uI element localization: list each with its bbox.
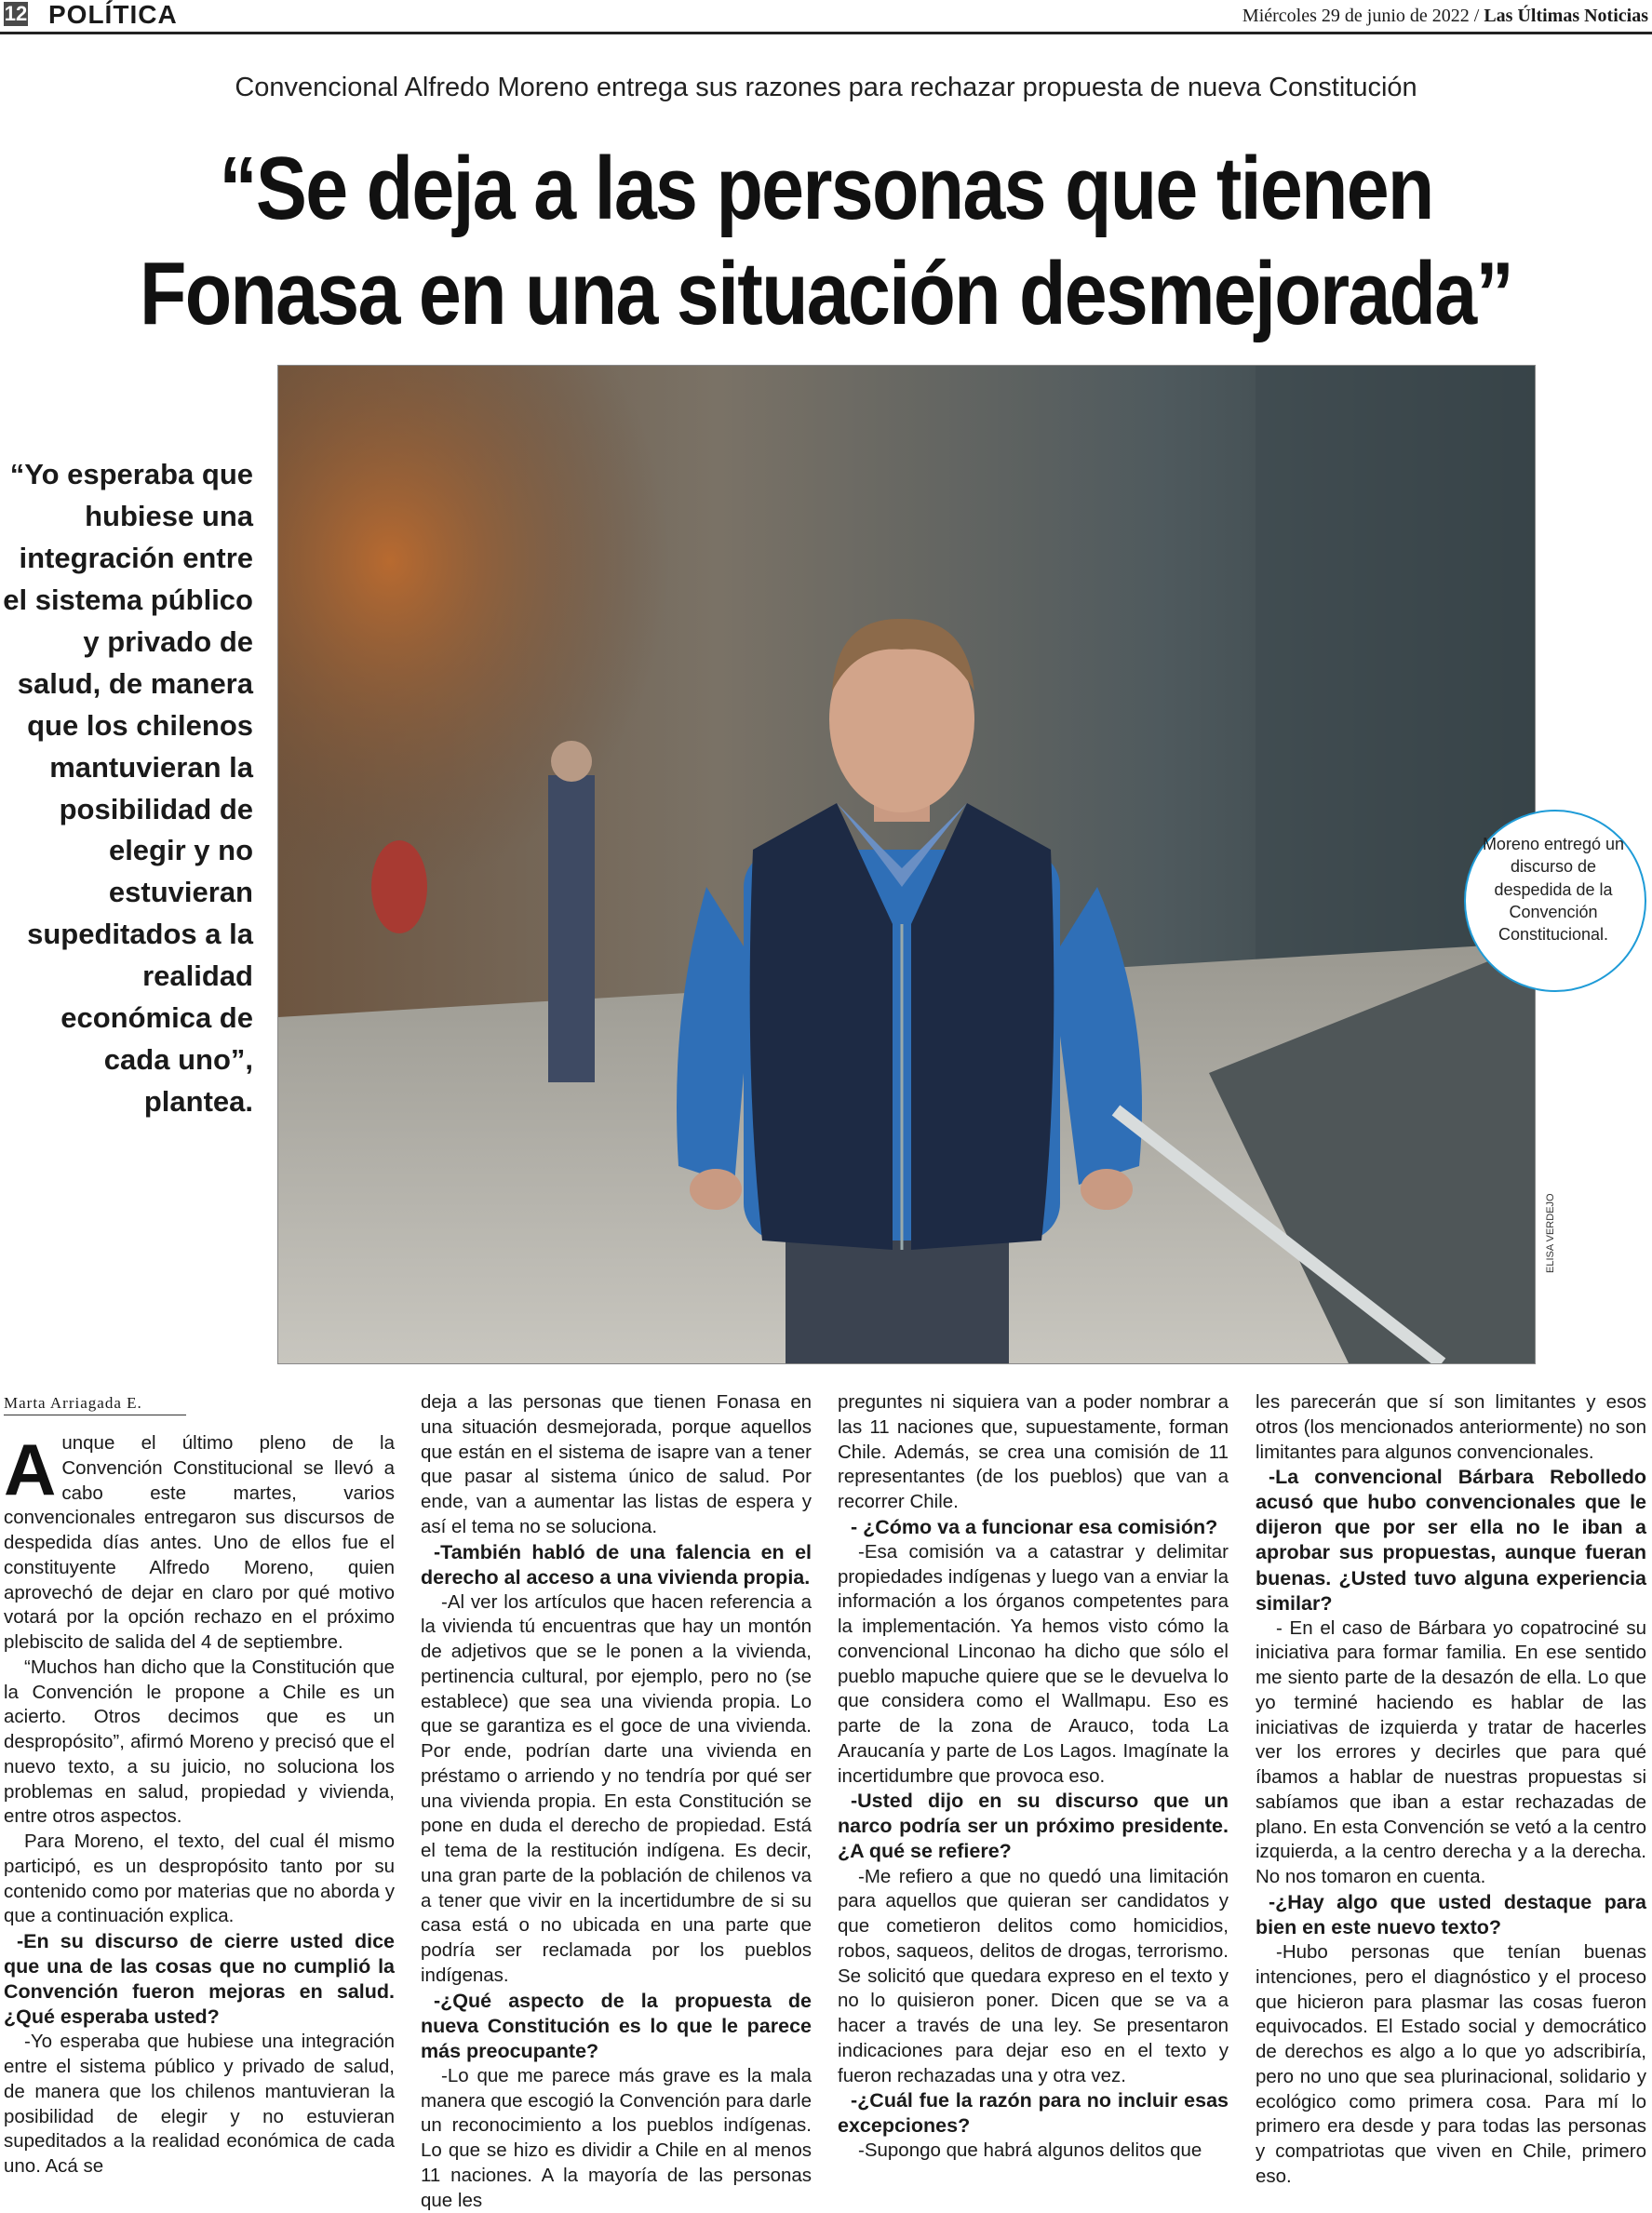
interview-question: - ¿Cómo va a funcionar esa comisión? <box>851 1515 1218 1538</box>
article-paragraph: preguntes ni siquiera van a poder nombrar a las 11 naciones que, supuestamente, forman Chile. Además, se crea una comisión de 11 representantes (de los pueblos) que van a recorrer Chile. <box>838 1391 1229 1512</box>
dateline <box>1242 6 1648 27</box>
portrait-illustration <box>278 366 1535 1363</box>
interview-question: -En su discurso de cierre usted dice que una de las cosas que no cumplió la Convención fueron mejoras en salud. ¿Qué esperaba usted? <box>4 1930 395 2029</box>
pull-quote: “Yo esperaba que hubiese una integración entre el sistema público y privado de salud, de manera que los chilenos mantuvieran la posibilidad de elegir y no estuvieran supeditados a la realidad económica de cada uno”, plantea. <box>3 458 253 1119</box>
article-paragraph: -Supongo que habrá algunos delitos que <box>858 2139 1202 2162</box>
interview-question: -¿Hay algo que usted destaque para bien en este nuevo texto? <box>1256 1890 1646 1939</box>
article-column-2 <box>421 1390 812 2213</box>
article-paragraph: -Yo esperaba que hubiese una integración entre el sistema público y privado de salud, de manera que los chilenos mantuvieran la posibilidad de elegir y no estuvieran supeditados a la realidad económica de cada uno. Acá se <box>4 2031 395 2178</box>
article-paragraph: - En el caso de Bárbara yo copatrociné su iniciativa para formar familia. En ese sentido me siento parte de la desazón de ella. Lo que yo terminé haciendo es hablar de las iniciativas de izquierda y tratar de hacerles ver los errores y decirles que para qué íbamos a hablar de nuestras propuestas si sabíamos que iban a estar rechazadas de plano. En esta Convención se vetó a la centro izquierda, a la centro derecha y a la derecha. No nos tomaron en cuenta. <box>1256 1616 1646 1888</box>
article-column-1 <box>4 1428 395 2179</box>
article-paragraph: “Muchos han dicho que la Constitución que la Convención le propone a Chile es un acierto. Otros decimos que es un despropósito”, afirmó Moreno y precisó que el nuevo texto, a su juicio, no soluciona los problemas en salud, propiedad y vivienda, entre otros aspectos. <box>4 1656 395 1828</box>
article-paragraph: -Al ver los artículos que hacen referencia a la vivienda tú encuentras que hay un montón de adjetivos que se le ponen a la vivienda, pertinencia cultural, por ejemplo, pero no (se establece) que sea una vivienda propia. Lo que se garantiza es el goce de una vivienda. Por ende, podrían darte una vivienda en préstamo o arriendo y no tendría por qué ser una vivienda propia. En esta Constitución se pone en duda el derecho de propiedad. Está el tema de la restitución indígena. Es decir, una gran parte de la población de chilenos va a tener que vivir en la incertidumbre de si su casa está o no ubicada en una parte que podría ser reclamada por los pueblos indígenas. <box>421 1590 812 1986</box>
interview-question: -También habló de una falencia en el derecho al acceso a una vivienda propia. <box>421 1540 812 1589</box>
photo-caption: Moreno entregó un discurso de despedida de la Convención Constitucional. <box>1482 835 1625 945</box>
kicker: Convencional Alfredo Moreno entrega sus razones para rechazar propuesta de nueva Constitución <box>235 73 1417 102</box>
article-column-3 <box>838 1390 1229 2164</box>
interview-question: -¿Cuál fue la razón para no incluir esas excepciones? <box>838 2089 1229 2138</box>
article-column-4 <box>1256 1390 1646 2190</box>
headline: “Se deja a las personas que tienen Fonasa en una situación desmejorada” <box>139 139 1513 344</box>
top-rule <box>0 32 1652 34</box>
newspaper-name: Las Últimas Noticias <box>1484 6 1648 26</box>
interview-question: -La convencional Bárbara Rebolledo acusó que hubo convencionales que le dijeron que por ser ella no le iban a aprobar sus propuestas, aunque fueran buenas. ¿Usted tuvo alguna experiencia similar? <box>1256 1466 1646 1615</box>
photo-credit: ELISA VERDEJO <box>1545 1193 1556 1273</box>
date-text: Miércoles 29 de junio de 2022 / <box>1242 6 1484 26</box>
article-paragraph: les parecerán que sí son limitantes y esos otros (los mencionados anteriormente) no son limitantes para algunos convencionales. <box>1256 1391 1646 1463</box>
article-paragraph: -Me refiero a que no quedó una limitación para aquellos que quieran ser candidatos y que cometieron delitos como homicidios, robos, saqueos, delitos de drogas, terrorismo. Se solicitó que quedara expreso en el texto y no lo quisieron poner. Dicen que se va a hacer a través de una ley. Se presentaron indicaciones para dejar eso en el texto y fueron rechazadas una y otra vez. <box>838 1865 1229 2086</box>
article-paragraph: -Hubo personas que tenían buenas intenciones, pero el diagnóstico y el proceso que hicieron para plasmar las cosas fueron equivocados. El Estado social y democrático de derechos es algo a lo que yo adscribiría, pero no uno que sea plurinacional, solidario y ecológico como primera cosa. Para mí lo primero era desde y para todas las personas y compatriotas que viven en Chile, primero eso. <box>1256 1941 1646 2187</box>
interview-question: -Usted dijo en su discurso que un narco podría ser un próximo presidente. ¿A qué se refiere? <box>838 1790 1229 1863</box>
section-title: POLÍTICA <box>48 0 178 29</box>
article-photo <box>277 365 1536 1364</box>
article-paragraph: deja a las personas que tienen Fonasa en una situación desmejorada, porque aquellos que están en el sistema de isapre van a tener que pasar al sistema único de salud. Por ende, van a aumentar las listas de espera y así el tema no se soluciona. <box>421 1391 812 1537</box>
page-number: 12 <box>4 2 28 25</box>
article-paragraph: Aunque el último pleno de la Convención Constitucional se llevó a cabo este martes, varios convencionales entregaron sus discursos de despedida días antes. Uno de ellos fue el constituyente Alfredo Moreno, quien aprovechó de dejar en claro por qué motivo votará por la opción rechazo en el próximo plebiscito de salida del 4 de septiembre. <box>4 1428 395 1653</box>
article-paragraph: -Lo que me parece más grave es la mala manera que escogió la Convención para darle un reconocimiento a los pueblos indígenas. Lo que se hizo es dividir a Chile en al menos 11 naciones. A la mayoría de las personas que les <box>421 2064 812 2211</box>
byline: Marta Arriagada E. <box>4 1394 142 1412</box>
drop-cap: A <box>4 1428 57 1510</box>
interview-question: -¿Qué aspecto de la propuesta de nueva Constitución es lo que le parece más preocupante? <box>421 1989 812 2062</box>
article-paragraph: -Esa comisión va a catastrar y delimitar propiedades indígenas y luego van a enviar la información a los órganos competentes para la implementación. Ya hemos visto cómo la convencional Linconao ha dicho que sólo el pueblo mapuche quiere que se le devuelva lo que considera como el Wallmapu. Eso es parte de la zona de Arauco, toda La Araucanía y parte de Los Lagos. Imagínate la incertidumbre que provoca eso. <box>838 1540 1229 1787</box>
article-paragraph: Para Moreno, el texto, del cual él mismo participó, es un despropósito tanto por su contenido como por materias que no aborda y que a continuación explica. <box>4 1831 395 1927</box>
